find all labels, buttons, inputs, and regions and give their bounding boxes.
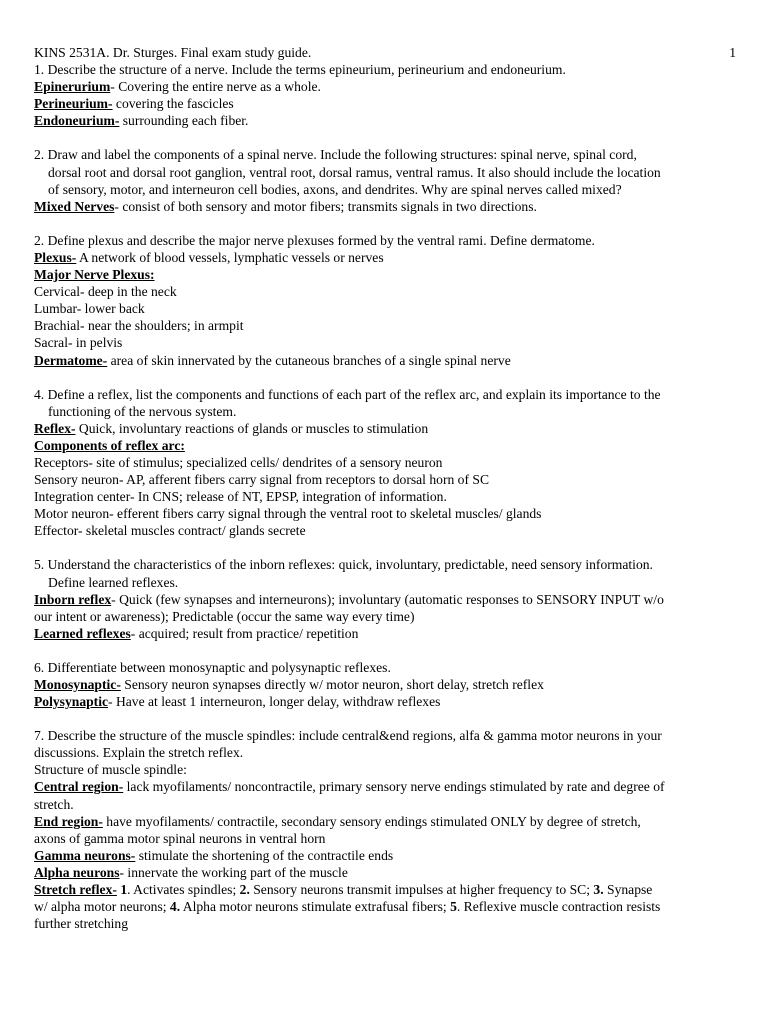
definition-learned-reflexes bbox=[34, 625, 736, 642]
definition-continuation: stretch. bbox=[34, 796, 74, 812]
definition-dermatome bbox=[34, 352, 736, 369]
definition-continuation: our intent or awareness); Predictable (occur the same way every time) bbox=[34, 608, 415, 624]
question-5-line: Define learned reflexes. bbox=[48, 574, 179, 590]
list-item: Sacral- in pelvis bbox=[34, 335, 123, 351]
definition-gamma-neurons bbox=[34, 847, 736, 864]
definition-central-region bbox=[34, 778, 736, 795]
definition-text: A network of blood vessels, lymphatic vessels or nerves bbox=[76, 249, 384, 265]
page-number: 1 bbox=[729, 45, 736, 60]
step-text: Alpha motor neurons stimulate extrafusal fibers; bbox=[180, 899, 451, 915]
definition-epineurium bbox=[34, 78, 736, 95]
term-alpha-neurons: Alpha neurons bbox=[34, 864, 120, 880]
definition-text: - acquired; result from practice/ repetition bbox=[130, 625, 359, 641]
definition-endoneurium bbox=[34, 112, 736, 129]
question-1: 1. Describe the structure of a nerve. Include the terms epineurium, perineurium and endoneurium. bbox=[34, 62, 566, 78]
list-item: Integration center- In CNS; release of NT, EPSP, integration of information. bbox=[34, 489, 447, 505]
document-title: KINS 2531A. Dr. Sturges. Final exam study guide. bbox=[34, 45, 312, 60]
definition-continuation: further stretching bbox=[34, 916, 128, 932]
term-polysynaptic: Polysynaptic bbox=[34, 694, 109, 710]
study-guide-page bbox=[34, 44, 736, 932]
definition-text: area of skin innervated by the cutaneous branches of a single spinal nerve bbox=[107, 352, 511, 368]
step-text: . Activates spindles; bbox=[127, 882, 240, 898]
list-item: Receptors- site of stimulus; specialized cells/ dendrites of a sensory neuron bbox=[34, 454, 443, 470]
definition-alpha-neurons bbox=[34, 864, 736, 881]
definition-text: - innervate the working part of the muscle bbox=[119, 864, 348, 880]
heading-reflex-arc: Components of reflex arc: bbox=[34, 437, 185, 453]
definition-text: surrounding each fiber. bbox=[119, 113, 249, 129]
definition-text: - consist of both sensory and motor fibers; transmits signals in two directions. bbox=[114, 198, 537, 214]
term-dermatome: Dermatome- bbox=[34, 352, 108, 368]
term-inborn-reflex: Inborn reflex bbox=[34, 591, 112, 607]
step-text: w/ alpha motor neurons; bbox=[34, 899, 170, 915]
definition-text: Quick, involuntary reactions of glands or muscles to stimulation bbox=[75, 420, 429, 436]
definition-stretch-reflex bbox=[34, 881, 736, 898]
step-number: 3. bbox=[593, 882, 604, 898]
definition-plexus bbox=[34, 249, 736, 266]
question-2-line: 2. Draw and label the components of a spinal nerve. Include the following structures: spinal nerve, spinal cord, bbox=[34, 147, 637, 163]
term-learned-reflexes: Learned reflexes bbox=[34, 625, 131, 641]
definition-end-region bbox=[34, 813, 736, 830]
term-endoneurium: Endoneurium- bbox=[34, 113, 120, 129]
term-plexus: Plexus- bbox=[34, 249, 77, 265]
definition-text: stimulate the shortening of the contractile ends bbox=[135, 847, 394, 863]
term-monosynaptic: Monosynaptic- bbox=[34, 677, 121, 692]
term-perineurium: Perineurium- bbox=[34, 96, 113, 112]
definition-monosynaptic bbox=[34, 676, 736, 693]
question-2-line: dorsal root and dorsal root ganglion, ventral root, dorsal ramus, ventral ramus. It also should include the location bbox=[48, 164, 661, 180]
question-7-line: 7. Describe the structure of the muscle spindles: include central&end regions, alfa & gamma motor neurons in your bbox=[34, 728, 662, 744]
step-text: Synapse bbox=[603, 882, 653, 898]
page-header bbox=[34, 44, 736, 61]
term-mixed-nerves: Mixed Nerves bbox=[34, 198, 115, 214]
step-number: 2. bbox=[239, 882, 250, 898]
question-4-line: functioning of the nervous system. bbox=[48, 403, 237, 419]
definition-text: have myofilaments/ contractile, secondary sensory endings stimulated ONLY by degree of stretch, bbox=[102, 813, 641, 829]
step-number: 4. bbox=[169, 899, 181, 915]
term-gamma-neurons: Gamma neurons- bbox=[34, 847, 136, 863]
question-2-line: of sensory, motor, and interneuron cell bodies, axons, and dendrites. Why are spinal nerves called mixed? bbox=[48, 181, 622, 197]
definition-text: - Quick (few synapses and interneurons); involuntary (automatic responses to SENSORY INPUT w/o bbox=[111, 591, 664, 607]
list-item: Motor neuron- efferent fibers carry signal through the ventral root to skeletal muscles/ glands bbox=[34, 506, 542, 522]
list-item: Brachial- near the shoulders; in armpit bbox=[34, 318, 244, 334]
term-stretch-reflex: Stretch reflex- bbox=[34, 882, 117, 898]
step-number: 5 bbox=[450, 899, 457, 915]
term-epineurium: Epinerurium bbox=[34, 79, 111, 95]
definition-continuation: axons of gamma motor spinal neurons in ventral horn bbox=[34, 830, 326, 846]
definition-mixed-nerves bbox=[34, 198, 736, 215]
step-number: 1 bbox=[116, 882, 128, 898]
step-text: Sensory neurons transmit impulses at higher frequency to SC; bbox=[249, 882, 594, 898]
question-plexus: 2. Define plexus and describe the major nerve plexuses formed by the ventral rami. Define dermatome. bbox=[34, 232, 595, 248]
definition-text: covering the fascicles bbox=[112, 96, 234, 112]
definition-text: - Covering the entire nerve as a whole. bbox=[110, 79, 321, 95]
subheading-structure: Structure of muscle spindle: bbox=[34, 762, 187, 778]
term-end-region: End region- bbox=[34, 813, 103, 829]
list-item: Cervical- deep in the neck bbox=[34, 284, 177, 300]
list-item: Lumbar- lower back bbox=[34, 301, 145, 317]
definition-text: lack myofilaments/ noncontractile, primary sensory nerve endings stimulated by rate and degree of bbox=[123, 779, 665, 795]
heading-major-nerve-plexus: Major Nerve Plexus: bbox=[34, 267, 155, 283]
definition-text: Sensory neuron synapses directly w/ motor neuron, short delay, stretch reflex bbox=[120, 677, 544, 692]
list-item: Effector- skeletal muscles contract/ glands secrete bbox=[34, 523, 306, 539]
step-text: . Reflexive muscle contraction resists bbox=[456, 899, 661, 915]
question-5-line: 5. Understand the characteristics of the inborn reflexes: quick, involuntary, predictable, need sensory information. bbox=[34, 557, 653, 573]
definition-inborn-reflex bbox=[34, 591, 736, 608]
question-6: 6. Differentiate between monosynaptic and polysynaptic reflexes. bbox=[34, 659, 391, 675]
term-central-region: Central region- bbox=[34, 779, 124, 795]
question-7-line: discussions. Explain the stretch reflex. bbox=[34, 745, 244, 761]
list-item: Sensory neuron- AP, afferent fibers carry signal from receptors to dorsal horn of SC bbox=[34, 472, 490, 488]
definition-polysynaptic bbox=[34, 693, 736, 710]
term-reflex: Reflex- bbox=[34, 420, 76, 436]
definition-perineurium bbox=[34, 95, 736, 112]
definition-continuation bbox=[34, 898, 736, 915]
question-4-line: 4. Define a reflex, list the components and functions of each part of the reflex arc, and explain its importance to the bbox=[34, 386, 661, 402]
definition-text: - Have at least 1 interneuron, longer delay, withdraw reflexes bbox=[108, 694, 441, 710]
definition-reflex bbox=[34, 420, 736, 437]
